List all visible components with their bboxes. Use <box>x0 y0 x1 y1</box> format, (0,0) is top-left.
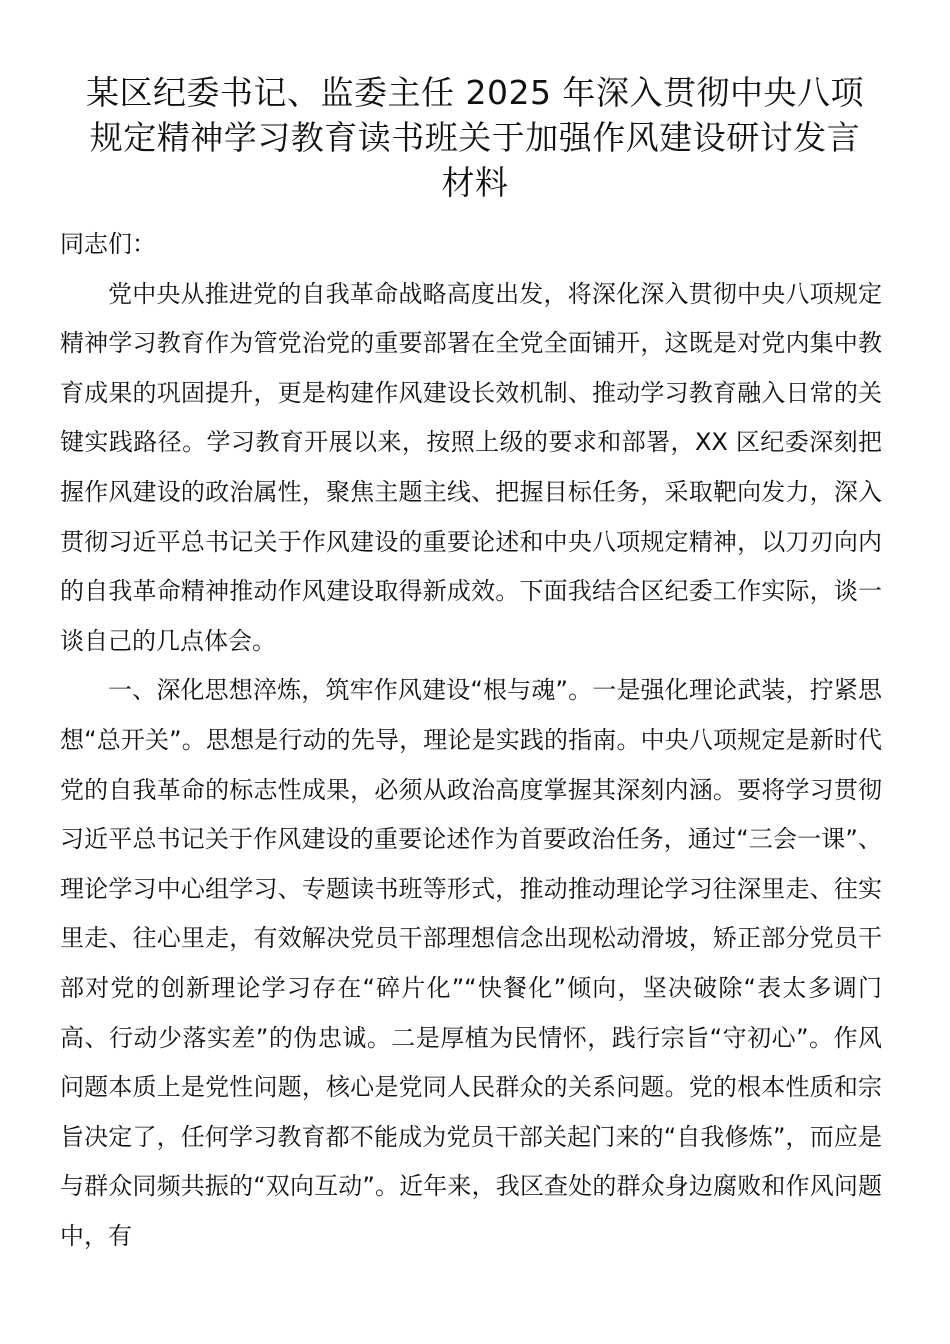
title-line-2: 规定精神学习教育读书班关于加强作风建设研讨发言 <box>89 118 861 157</box>
document-body <box>60 220 882 1261</box>
document-title <box>60 70 890 205</box>
salutation: 同志们： <box>60 230 156 258</box>
paragraph-intro: 党中央从推进党的自我革命战略高度出发，将深化深入贯彻中央八项规定精神学习教育作为管党治党的重要部署在全党全面铺开，这既是对党内集中教育成果的巩固提升，更是构建作风建设长效机制、推动学习教育融入日常的关键实践路径。学习教育开展以来，按照上级的要求和部署，XX 区纪委深刻把握作风建设的政治属性，聚焦主题主线、把握目标任务，采取靶向发力，深入贯彻习近平总书记关于作风建设的重要论述和中央八项规定精神，以刀刃向内的自我革命精神推动作风建设取得新成效。下面我结合区纪委工作实际，谈一谈自己的几点体会。 <box>60 279 882 655</box>
title-line-1: 某区纪委书记、监委主任 2025 年深入贯彻中央八项 <box>86 73 864 112</box>
title-line-3: 材料 <box>441 163 509 202</box>
paragraph-section-one: 一、深化思想淬炼，筑牢作风建设“根与魂”。一是强化理论武装，拧紧思想“总开关”。思想是行动的先导，理论是实践的指南。中央八项规定是新时代党的自我革命的标志性成果，必须从政治高度掌握其深刻内涵。要将学习贯彻习近平总书记关于作风建设的重要论述作为首要政治任务，通过“三会一课”、理论学习中心组学习、专题读书班等形式，推动推动理论学习往深里走、往实里走、往心里走，有效解决党员干部理想信念出现松动滑坡，矫正部分党员干部对党的创新理论学习存在“碎片化”“快餐化”倾向，坚决破除“表太多调门高、行动少落实差”的伪忠诚。二是厚植为民情怀，践行宗旨“守初心”。作风问题本质上是党性问题，核心是党同人民群众的关系问题。党的根本性质和宗旨决定了，任何学习教育都不能成为党员干部关起门来的“自我修炼”，而应是与群众同频共振的“双向互动”。近年来，我区查处的群众身边腐败和作风问题中，有 <box>60 676 882 1250</box>
